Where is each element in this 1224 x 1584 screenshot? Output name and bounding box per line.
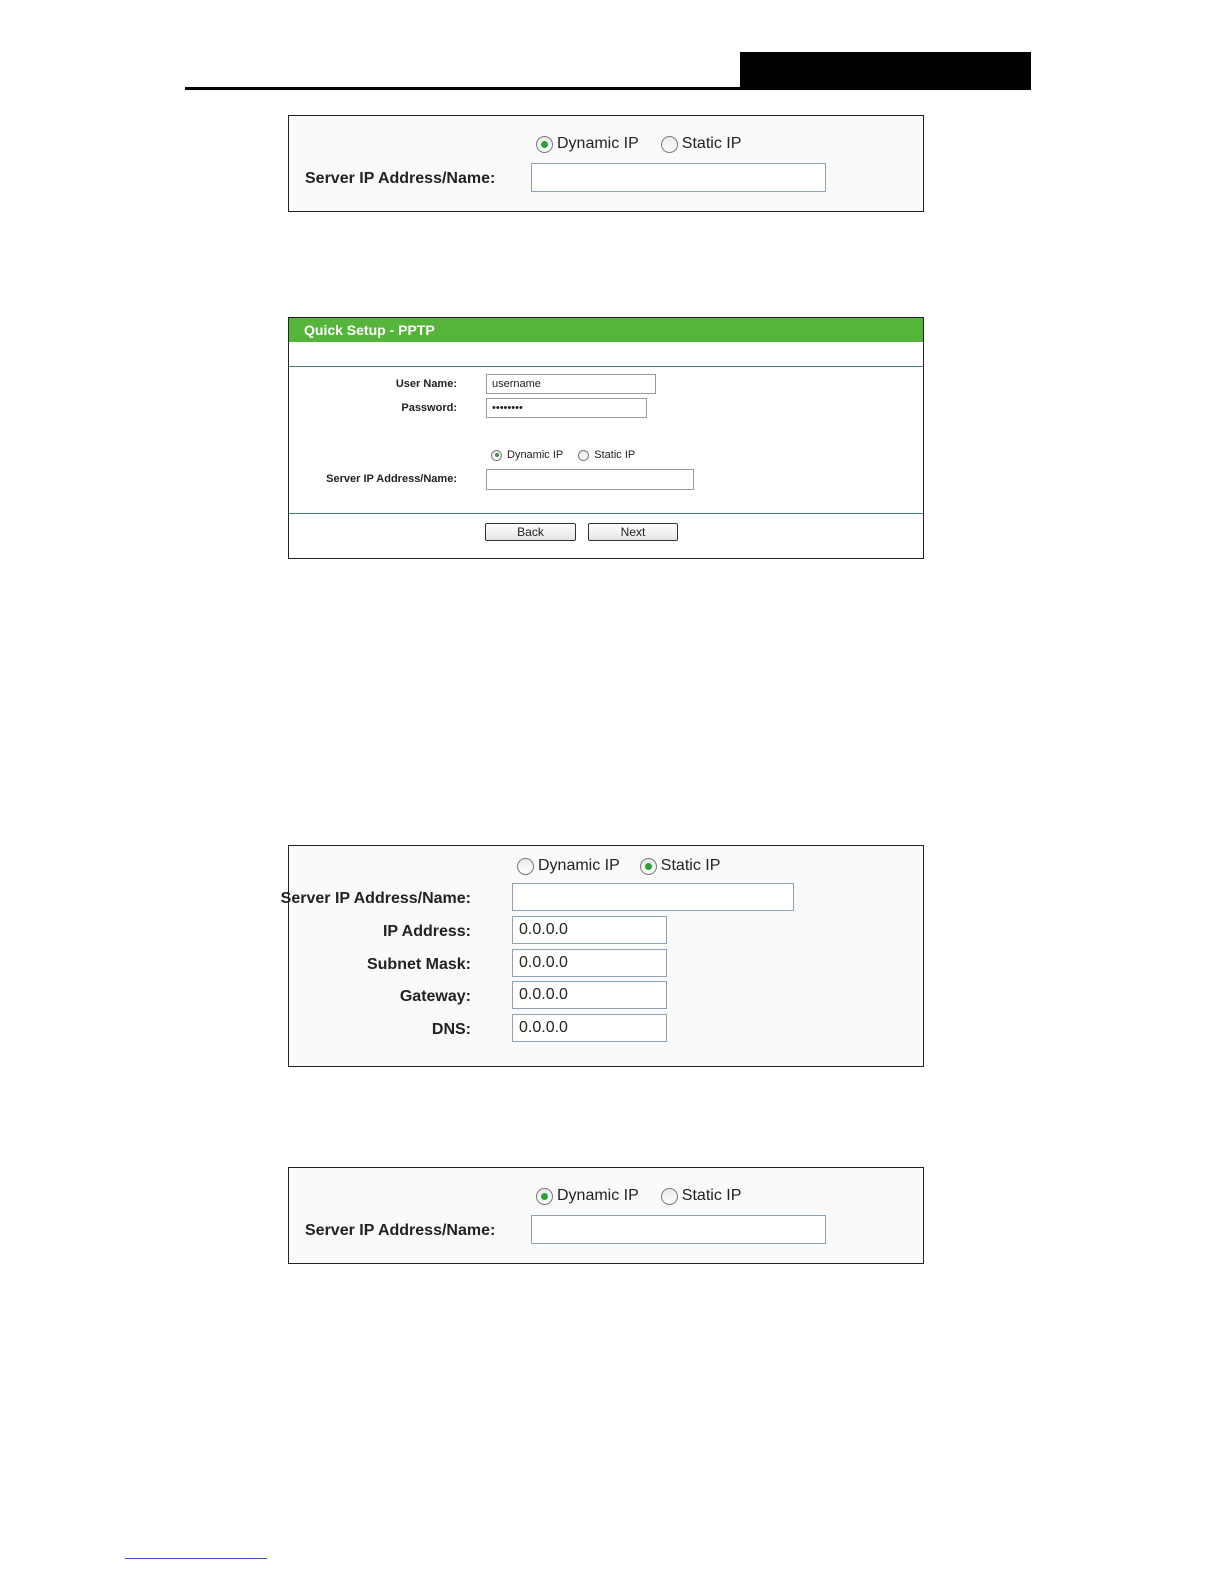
dns-label: DNS: bbox=[431, 1021, 471, 1038]
gateway-label: Gateway: bbox=[399, 988, 471, 1005]
server-ip-input[interactable] bbox=[531, 163, 826, 192]
static-ip-label: Static IP bbox=[594, 449, 636, 461]
dynamic-ip-radio[interactable] bbox=[536, 136, 553, 153]
dynamic-ip-option[interactable] bbox=[536, 135, 639, 153]
footer-link-underline bbox=[125, 1558, 267, 1559]
static-ip-label: Static IP bbox=[681, 1187, 742, 1204]
ip-mode-radio-group bbox=[536, 135, 763, 153]
pptp-dynamic-panel bbox=[288, 115, 924, 212]
server-ip-label: Server IP Address/Name: bbox=[280, 890, 471, 907]
quick-setup-pptp-panel bbox=[288, 317, 924, 559]
header-rule bbox=[185, 87, 1031, 90]
dynamic-ip-option[interactable] bbox=[517, 857, 620, 875]
divider-bottom bbox=[289, 513, 923, 514]
static-ip-radio[interactable] bbox=[640, 858, 657, 875]
static-ip-label: Static IP bbox=[660, 857, 721, 874]
static-ip-option[interactable] bbox=[640, 857, 721, 875]
subnet-mask-label: Subnet Mask: bbox=[366, 956, 471, 973]
dynamic-ip-label: Dynamic IP bbox=[538, 857, 620, 874]
gateway-input[interactable] bbox=[512, 981, 667, 1009]
ip-address-input[interactable] bbox=[512, 916, 667, 944]
static-ip-radio[interactable] bbox=[661, 1188, 678, 1205]
ip-mode-radio-group bbox=[491, 449, 657, 461]
next-button[interactable]: Next bbox=[588, 523, 678, 541]
dynamic-ip-radio[interactable] bbox=[536, 1188, 553, 1205]
pptp-static-panel bbox=[280, 845, 924, 1067]
server-ip-label: Server IP Address/Name: bbox=[305, 1222, 496, 1239]
static-ip-radio[interactable] bbox=[578, 450, 589, 461]
server-ip-input[interactable] bbox=[486, 469, 694, 490]
dynamic-ip-label: Dynamic IP bbox=[557, 1187, 639, 1204]
password-label: Password: bbox=[401, 402, 457, 414]
ip-mode-radio-group bbox=[517, 857, 742, 875]
ip-mode-radio-group bbox=[536, 1187, 763, 1205]
password-input[interactable] bbox=[486, 398, 647, 418]
user-name-input[interactable] bbox=[486, 374, 656, 394]
header-black-block bbox=[740, 52, 1031, 90]
static-ip-radio[interactable] bbox=[661, 136, 678, 153]
dynamic-ip-radio[interactable] bbox=[491, 450, 502, 461]
panel-title: Quick Setup - PPTP bbox=[289, 318, 923, 342]
dynamic-ip-label: Dynamic IP bbox=[507, 449, 564, 461]
server-ip-label: Server IP Address/Name: bbox=[326, 473, 457, 485]
pptp-dynamic-panel-2 bbox=[288, 1167, 924, 1264]
static-ip-option[interactable] bbox=[578, 449, 635, 461]
dynamic-ip-radio[interactable] bbox=[517, 858, 534, 875]
server-ip-label: Server IP Address/Name: bbox=[305, 170, 496, 187]
dynamic-ip-option[interactable] bbox=[536, 1187, 639, 1205]
subnet-mask-input[interactable] bbox=[512, 949, 667, 977]
server-ip-input[interactable] bbox=[531, 1215, 826, 1244]
dns-input[interactable] bbox=[512, 1014, 667, 1042]
back-button[interactable]: Back bbox=[485, 523, 576, 541]
dynamic-ip-label: Dynamic IP bbox=[557, 135, 639, 152]
server-ip-input[interactable] bbox=[512, 883, 794, 911]
static-ip-option[interactable] bbox=[661, 135, 742, 153]
user-name-label: User Name: bbox=[395, 378, 457, 390]
static-ip-label: Static IP bbox=[681, 135, 742, 152]
static-ip-option[interactable] bbox=[661, 1187, 742, 1205]
divider-top bbox=[289, 366, 923, 367]
ip-address-label: IP Address: bbox=[382, 923, 471, 940]
dynamic-ip-option[interactable] bbox=[491, 449, 563, 461]
